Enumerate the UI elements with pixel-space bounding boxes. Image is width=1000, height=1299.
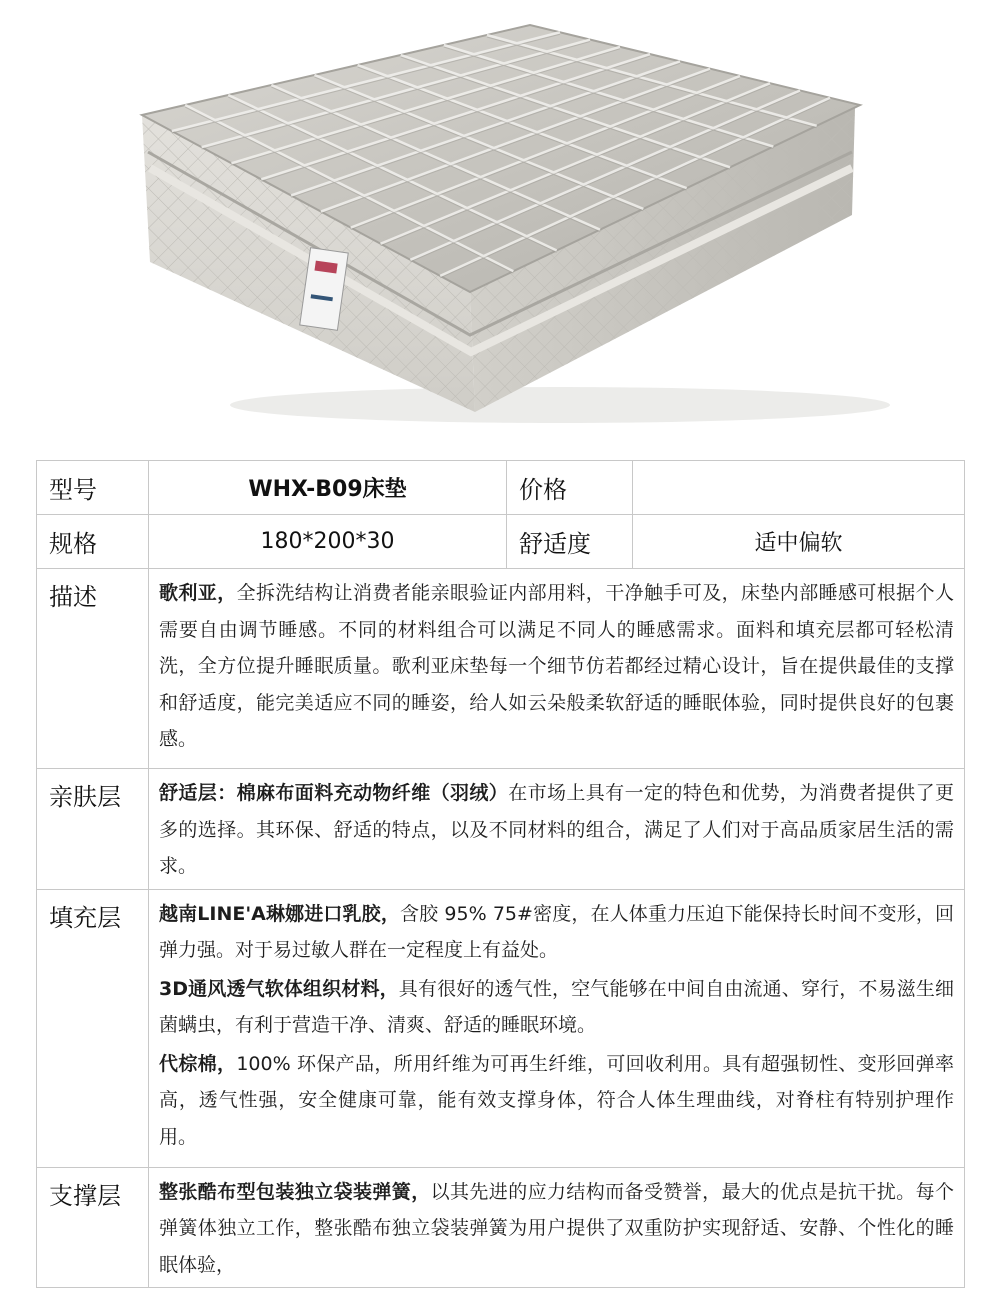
fill-layer-para-1: [159, 896, 954, 969]
table-row: [37, 515, 965, 569]
fill-layer-p2-bold: 3D通风透气软体组织材料，: [159, 977, 399, 1000]
model-value: WHX-B09床垫: [149, 461, 507, 515]
fill-layer-p1-body: 含胶 95% 75#密度，在人体重力压迫下能保持长时间不变形，回弹力强。对于易过敏人群在一定程度上有益处。: [159, 902, 954, 961]
comfort-label: 舒适度: [507, 515, 633, 569]
support-layer-body: 以其先进的应力结构而备受赞誉，最大的优点是抗干扰。每个弹簧体独立工作，整张酷布独立袋装弹簧为用户提供了双重防护实现舒适、安静、个性化的睡眠体验，: [159, 1180, 954, 1276]
size-value: 180*200*30: [149, 515, 507, 569]
table-row: [37, 569, 965, 769]
fill-layer-label: 填充层: [37, 889, 149, 1167]
support-layer-label: 支撑层: [37, 1167, 149, 1288]
comfort-value: 适中偏软: [633, 515, 965, 569]
fill-layer-p3-body: 100% 环保产品，所用纤维为可再生纤维，可回收利用。具有超强韧性、变形回弹率高，透气性强，安全健康可靠，能有效支撑身体，符合人体生理曲线，对脊柱有特别护理作用。: [159, 1052, 954, 1148]
description-text: [149, 569, 965, 769]
description-bold: 歌利亚，: [159, 582, 237, 604]
price-label: 价格: [507, 461, 633, 515]
skin-layer-bold: 舒适层：棉麻布面料充动物纤维（羽绒）: [159, 782, 509, 804]
fill-layer-p1-bold: 越南LINE'A琳娜进口乳胶，: [159, 902, 400, 925]
product-image: [0, 0, 1000, 440]
skin-layer-text: [149, 769, 965, 890]
table-row: [37, 889, 965, 1167]
fill-layer-text: [149, 889, 965, 1167]
fill-layer-p2-body: 具有很好的透气性，空气能够在中间自由流通、穿行，不易滋生细菌螨虫，有利于营造干净、清爽、舒适的睡眠环境。: [159, 977, 954, 1036]
spec-table: [36, 460, 965, 1288]
skin-layer-label: 亲肤层: [37, 769, 149, 890]
table-row: [37, 769, 965, 890]
mattress-photo-icon: [0, 0, 1000, 440]
size-label: 规格: [37, 515, 149, 569]
support-layer-bold: 整张酷布型包装独立袋装弹簧，: [159, 1180, 431, 1203]
table-row: [37, 1167, 965, 1288]
fill-layer-para-2: [159, 971, 954, 1044]
skin-layer-body: 在市场上具有一定的特色和优势，为消费者提供了更多的选择。其环保、舒适的特点，以及不同材料的组合，满足了人们对于高品质家居生活的需求。: [159, 782, 954, 877]
support-layer-text: [149, 1167, 965, 1288]
table-row: [37, 461, 965, 515]
fill-layer-p3-bold: 代棕棉，: [159, 1052, 237, 1075]
model-label: 型号: [37, 461, 149, 515]
fill-layer-para-3: [159, 1046, 954, 1156]
description-label: 描述: [37, 569, 149, 769]
price-value: [633, 461, 965, 515]
description-body: 全拆洗结构让消费者能亲眼验证内部用料，干净触手可及，床垫内部睡感可根据个人需要自由调节睡感。不同的材料组合可以满足不同人的睡感需求。面料和填充层都可轻松清洗，全方位提升睡眠质量。歌利亚床垫每一个细节仿若都经过精心设计，旨在提供最佳的支撑和舒适度，能完美适应不同的睡姿，给人如云朵般柔软舒适的睡眠体验，同时提供良好的包裹感。: [159, 582, 954, 750]
